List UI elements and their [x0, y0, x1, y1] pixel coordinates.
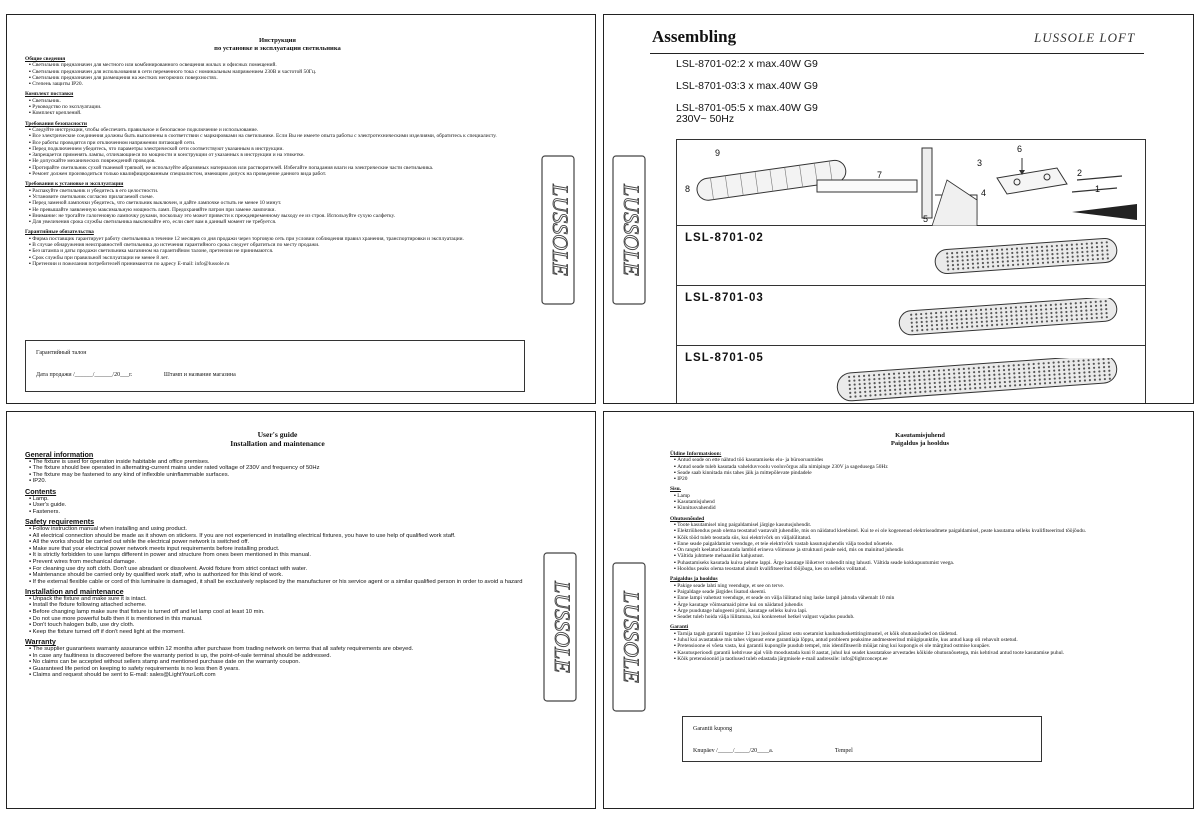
- bullet-text: Juhul kui avastatakse mis tahes vigasust enne garantiiaja lõppu, antud probleem peaksime andmesteeritud müügipunktile, kus antud kaup oli rehavult ostetud.: [677, 637, 1018, 644]
- bullet-item: [25, 552, 530, 559]
- section-heading: Installation and maintenance: [25, 587, 124, 597]
- bullet-text: Запрещается применять лампы, отличающиеся по мощности и конструкции от указанных в инструкции и на этикетке.: [32, 152, 305, 159]
- model-cell: [677, 346, 1145, 404]
- bullet-icon: ▪: [29, 478, 33, 485]
- bullet-icon: ▪: [674, 588, 678, 595]
- bullet-icon: ▪: [29, 74, 33, 81]
- bullet-text: Следуйте инструкции, чтобы обеспечить правильное и безопасное подключение и использование.: [32, 126, 259, 133]
- bullet-icon: ▪: [29, 508, 33, 515]
- section-heading: Гарантийные обязательства: [25, 229, 94, 236]
- bullet-text: Kasutusperioodi garantii kehtivuse ajal võib moodustada kuni 8 aastat, juhul kui seadet kasutatakse arvestades kõikide ohutusnõuetega, mis kehtivad antud toote kasutamise puhul.: [677, 649, 1065, 656]
- bullet-text: Fasteners.: [32, 508, 61, 515]
- bullet-icon: ▪: [29, 495, 33, 502]
- bullet-text: Kasutamisjuhend: [677, 499, 715, 506]
- assembling-page: [603, 14, 1194, 404]
- callout-6: 6: [1017, 144, 1023, 154]
- bullet-icon: ▪: [674, 476, 678, 483]
- bullet-icon: ▪: [674, 614, 678, 621]
- section-heading: Contents: [25, 486, 57, 496]
- ru-warranty-date: Дата продажи /______/______/20___г.: [36, 372, 133, 378]
- bullet-icon: ▪: [674, 566, 678, 573]
- bullet-text: All electrical connection should be made as it shown on stickers. If you are not experienced in installing electrical fixtures, you have to use help of qualified work staff.: [32, 532, 456, 539]
- bullet-text: Pretensioone ei võeta vasta, kui garantii kupongile puudub tempel, mis identifitseerib müüjat ning kui kupongis ei ole märgitud ostmise kuupäev.: [677, 643, 991, 650]
- en-title: User's guide: [257, 430, 298, 439]
- et-warranty-row: [693, 747, 1031, 755]
- bullet-text: Все работы проводятся при отключенном напряжении питающей сети.: [32, 139, 196, 146]
- logo-text: LUSSOLE: [618, 184, 644, 276]
- bullet-icon: ▪: [674, 499, 678, 506]
- bullet-icon: ▪: [674, 492, 678, 499]
- bullet-text: Перед подключением убедитесь, что параметры электрической сети соответствуют указанным в инструкции.: [32, 145, 284, 152]
- bullet-icon: ▪: [674, 630, 678, 637]
- bullet-icon: ▪: [29, 628, 33, 635]
- bullet-text: Keep the fixture turned off if don't need light at the moment.: [32, 628, 185, 635]
- ru-warranty-stamp: Штамп и название магазина: [163, 372, 236, 378]
- et-title: Kasutamisjuhend: [895, 432, 945, 439]
- bullet-icon: ▪: [674, 534, 678, 541]
- bullet-icon: ▪: [674, 607, 678, 614]
- bullet-icon: ▪: [29, 578, 33, 585]
- bullet-text: Kõik tööd tuleb teostada siis, kui elektrivõrk on väljalülitatud.: [677, 534, 812, 541]
- bullet-item: [25, 566, 530, 573]
- bullet-text: Antud seade tuleb kasutada vahelduvvoolu vooluvõrgus alla nimipinge 230V ja sagedusega 50Hz: [677, 463, 888, 470]
- bullet-text: No claims can be accepted without sellers stamp and mentioned purchase date on the warranty coupon.: [32, 659, 301, 666]
- callout-4: 4: [981, 188, 987, 198]
- model-cell: [677, 286, 1145, 346]
- bullet-icon: ▪: [29, 158, 33, 165]
- et-sections: [670, 451, 1170, 662]
- bullet-icon: ▪: [674, 469, 678, 476]
- bullet-text: Claims and request should be sent to E-mail: sales@LightYourLoft.com: [32, 672, 216, 679]
- logo-text: LUSSOLE: [549, 581, 575, 673]
- bullet-icon: ▪: [674, 553, 678, 560]
- bullet-item: [25, 459, 530, 466]
- bullet-item: [25, 546, 530, 553]
- ru-subtitle: по установке и эксплуатации светильника: [214, 44, 341, 52]
- bullet-text: Срок службы при правильной эксплуатации не менее 8 лет.: [32, 254, 169, 261]
- bullet-text: Претензии и пожелания потребителей принимаются по адресу E-mail: info@lussole.ru: [32, 260, 230, 267]
- bullet-item: [25, 629, 530, 636]
- bullet-text: Фирма поставщик гарантирует работу светильника в течение 12 месяцев со дня продажи через торговую сеть при условии соблюдения правил хранения, транспортировки и эксплуатации.: [32, 235, 464, 242]
- bullet-text: Seadet tuleb hoida välja lülitatuna, kui konkreetsel hetkel valgust vajadus puudub.: [677, 614, 855, 621]
- bullet-item: [25, 261, 530, 267]
- callout-2: 2: [1077, 168, 1083, 178]
- bullet-icon: ▪: [29, 565, 33, 572]
- bullet-icon: ▪: [29, 615, 33, 622]
- bullet-item: [25, 646, 530, 653]
- section-heading: Ohutusnõuded: [670, 515, 705, 522]
- bullet-item: [25, 622, 530, 629]
- russian-instructions-page: [6, 14, 596, 404]
- bullet-text: Ärge kasutage võimsamaid pirne kui on näidatud juhendis: [677, 601, 803, 608]
- bullet-item: [25, 171, 530, 177]
- brand-logo-text: LUSSOLE LOFT: [1034, 30, 1136, 45]
- section-heading: Общие сведения: [25, 56, 66, 62]
- bullet-icon: ▪: [29, 242, 33, 249]
- bullet-text: Before changing lamp make sure that fixture is turned off and let lamp cool at least 10 min.: [32, 609, 265, 616]
- bullet-text: Светильник предназначен для размещения на жестких негорючих поверхностях.: [32, 74, 218, 81]
- bullet-icon: ▪: [29, 532, 33, 539]
- bullet-text: Комплект креплений.: [32, 110, 82, 117]
- bullet-icon: ▪: [29, 525, 33, 532]
- bullet-icon: ▪: [29, 200, 33, 207]
- section-heading: Safety requirements: [25, 517, 95, 527]
- assembly-diagram: [676, 139, 1146, 404]
- et-warranty-date: Knupäev /_____/_____/20____a.: [693, 748, 774, 754]
- spec-voltage: 230V~ 50Hz: [676, 113, 735, 125]
- bullet-text: Не допускайте механических повреждений проводов.: [32, 158, 156, 165]
- bullet-item: [25, 666, 530, 673]
- section-heading: Garanti: [670, 624, 689, 631]
- bullet-text: Enne lampi vahetust veenduge, et seade on välja lülitatud ning laske lampil jahtuda vähemalt 10 min: [677, 595, 895, 602]
- bullet-icon: ▪: [29, 81, 33, 88]
- bullet-text: The fixture is used for operation inside habitable and office premises.: [32, 458, 210, 465]
- bullet-icon: ▪: [674, 528, 678, 535]
- bullet-item: [25, 110, 530, 116]
- callout-1: 1: [1095, 184, 1101, 194]
- bullet-item: [670, 656, 1170, 662]
- bullet-icon: ▪: [29, 68, 33, 75]
- bullet-text: Без штампа и даты продажи светильника магазином на гарантийном талоне, претензии не принимаются.: [32, 248, 274, 255]
- bullet-icon: ▪: [29, 558, 33, 565]
- bullet-item: [25, 465, 530, 472]
- bullet-icon: ▪: [29, 652, 33, 659]
- bullet-icon: ▪: [674, 655, 678, 662]
- bullet-text: All the works should be carried out while the electrical power network is switched off.: [32, 539, 250, 546]
- bullet-icon: ▪: [29, 622, 33, 629]
- bullet-text: Распакуйте светильник и убедитесь в его целостности.: [32, 187, 159, 194]
- bullet-text: Степень защиты IP20.: [32, 81, 83, 88]
- section-heading: Требования к установке и эксплуатации: [25, 181, 124, 188]
- bullet-icon: ▪: [29, 133, 33, 140]
- bullet-text: Antud seade on ette nähtud töö kasutamiseks elu- ja bürooruumides: [677, 457, 824, 464]
- bullet-icon: ▪: [29, 659, 33, 666]
- bullet-icon: ▪: [29, 502, 33, 509]
- bullet-icon: ▪: [29, 465, 33, 472]
- bullet-text: Ärge puudutage halogeeni pirni, kasutage selleks kuiva lapi.: [677, 607, 808, 614]
- bullet-text: Светильник.: [32, 97, 61, 104]
- bullet-icon: ▪: [29, 126, 33, 133]
- bullet-item: [25, 616, 530, 623]
- english-guide-text: [25, 430, 530, 679]
- bullet-text: The supplier guarantees warranty assurance within 12 months after purchase from trading network on terms that all safety requirements are obeyed.: [32, 646, 414, 653]
- bullet-icon: ▪: [29, 609, 33, 616]
- bullet-icon: ▪: [29, 471, 33, 478]
- bullet-text: Lamp.: [32, 495, 49, 502]
- bullet-icon: ▪: [29, 539, 33, 546]
- bullet-item: [25, 572, 530, 579]
- bullet-text: Внимание: не трогайте галогеновую лампочку руками, поскольку это может привести к преждевременному выходу ее из строя. Используйте сухую салфетку.: [32, 212, 396, 219]
- section-heading: Üldine Informatsioon:: [670, 451, 722, 457]
- bullet-item: [25, 659, 530, 666]
- exploded-view: [677, 140, 1145, 226]
- lussole-logo-graphic: [543, 552, 577, 702]
- bullet-text: Протирайте светильник сухой тканевой тряпкой, не используйте абразивных материалов или растворителей. Избегайте попадания влаги на электрические части светильника.: [32, 164, 434, 171]
- model-label: LSL-8701-02: [685, 232, 764, 244]
- bullet-text: IP20: [677, 476, 688, 483]
- bullet-text: Elektriühendus peab olema teostatud vastavalt juhendile, mis on näidatud kleebistel. Kui te ei ole kogenenud elektriseadmete paigaldamisel, peate kasutama selleks kvalifitseeritud tööjõudu.: [677, 528, 1087, 535]
- bullet-icon: ▪: [29, 139, 33, 146]
- callout-8: 8: [685, 184, 691, 194]
- spec-line: LSL-8701-02:2 x max.40W G9: [676, 58, 818, 70]
- english-guide-page: [6, 411, 596, 809]
- spec-line: LSL-8701-03:3 x max.40W G9: [676, 80, 818, 92]
- bullet-text: Не превышайте заявленную максимальную мощность ламп. Предохраняйте патрон при замене лампочки.: [32, 206, 276, 213]
- bullet-icon: ▪: [29, 595, 33, 602]
- bullet-icon: ▪: [29, 152, 33, 159]
- bullet-item: [25, 533, 530, 540]
- bullet-icon: ▪: [29, 572, 33, 579]
- model-label: LSL-8701-03: [685, 292, 764, 304]
- bullet-text: Don't touch halogen bulb, use dry cloth.: [32, 622, 135, 629]
- bullet-text: Enne seade paigaldamist veenduge, et teie elektrivõrk vastab kasutusjuhendis välja toodud nõuetele.: [677, 540, 894, 547]
- bullet-icon: ▪: [29, 665, 33, 672]
- bullet-icon: ▪: [29, 235, 33, 242]
- bullet-text: Puhastamiseks kasutada kuiva pehme lappi. Ärge kasutage lõiketvet vahendit ning lahusti. Vältida seade kokkupuutumist veega.: [677, 559, 955, 566]
- bullet-text: Для увеличения срока службы светильника выключайте его, если свет вам в данный момент не требуется.: [32, 219, 277, 226]
- bullet-icon: ▪: [674, 595, 678, 602]
- bullet-item: [25, 219, 530, 225]
- bullet-text: Светильник предназначен для использования в сети переменного тока с номинальным напряжением 230В и частотой 50Гц.: [32, 68, 317, 75]
- bullet-item: [25, 579, 530, 586]
- lussole-logo-graphic: [541, 155, 575, 305]
- bullet-text: Lamp: [677, 492, 690, 499]
- ru-warranty-coupon: [25, 340, 525, 392]
- bullet-text: Make sure that your electrical power network meets input requirements before installing product.: [32, 545, 280, 552]
- bullet-icon: ▪: [674, 601, 678, 608]
- bullet-item: [25, 672, 530, 679]
- bullet-item: [25, 602, 530, 609]
- callout-5: 5: [923, 214, 929, 224]
- lussole-vertical-logo: [541, 155, 575, 305]
- bullet-icon: ▪: [29, 104, 33, 111]
- title-divider: [650, 53, 1144, 54]
- russian-instructions-text: [25, 37, 530, 267]
- bullet-item: [25, 526, 530, 533]
- ru-warranty-title: Гарантийный талон: [36, 350, 87, 356]
- section-heading: Требования безопасности: [25, 120, 88, 127]
- bullet-text: Paigaldage seade järgides lisatud skeemi.: [677, 588, 767, 595]
- bullet-icon: ▪: [29, 458, 33, 465]
- bullet-text: The fixture may be fastened to any kind of inflexible uninflammable surfaces.: [32, 471, 230, 478]
- bullet-text: Maintenance should be carried only by qualified work staff, who is authorized for this kind of work.: [32, 572, 283, 579]
- bullet-icon: ▪: [29, 193, 33, 200]
- model-cell: [677, 226, 1145, 286]
- bullet-text: Tarnija tagab garantii tagamise 12 kuu jooksul pärast ostu soetamist kaubanduskettitingimustel, et kõik ohutusnõuded on täidetud.: [677, 630, 958, 637]
- bullet-icon: ▪: [674, 540, 678, 547]
- bullet-item: [670, 476, 1170, 482]
- section-heading: Sisu.: [670, 486, 681, 493]
- bullet-icon: ▪: [29, 206, 33, 213]
- ru-title: Инструкция: [258, 37, 297, 44]
- lamp-tube-drawing: [827, 298, 1127, 338]
- bullet-item: [670, 614, 1170, 620]
- logo-text: LUSSOLE: [618, 591, 644, 683]
- bullet-icon: ▪: [29, 672, 33, 679]
- bullet-text: Ремонт должен производиться только квалифицированным специалистом, имеющим допуск на проведение данного вида работ.: [32, 171, 327, 178]
- lamp-tube-drawing: [827, 238, 1127, 278]
- bullet-text: User's guide.: [32, 502, 67, 509]
- bullet-text: Prevent wires from mechanical damage.: [32, 558, 137, 565]
- bullet-icon: ▪: [674, 505, 678, 512]
- bullet-text: В случае обнаружения неисправностей светильника до истечения гарантийного срока следует обратиться по месту продажи.: [32, 242, 320, 249]
- bullet-text: Unpack the fixture and make sure it is intact.: [32, 595, 147, 602]
- et-warranty-coupon: [682, 716, 1042, 762]
- lussole-logo-graphic: [612, 155, 646, 305]
- bullet-text: Toote kasutamisel ning paigaldamisel järgige kasutusjuhendit.: [677, 521, 812, 528]
- bullet-item: [25, 539, 530, 546]
- section-heading: Warranty: [25, 637, 56, 647]
- et-warranty-title: Garantii kupong: [693, 726, 733, 732]
- bullet-item: [25, 496, 530, 503]
- bullet-icon: ▪: [29, 260, 33, 267]
- exploded-view-drawing: [677, 140, 1145, 226]
- bullet-item: [25, 653, 530, 660]
- bullet-icon: ▪: [674, 457, 678, 464]
- ru-warranty-row: [36, 371, 514, 379]
- spec-line: LSL-8701-05:5 x max.40W G9: [676, 102, 818, 114]
- lussole-logo-graphic: [612, 562, 646, 712]
- bullet-icon: ▪: [29, 646, 33, 653]
- bullet-icon: ▪: [29, 552, 33, 559]
- bullet-text: The fixture should bee operated in alternating-current mains under rated voltage of 230V and frequency of 50Hz: [32, 465, 320, 472]
- bullet-icon: ▪: [674, 649, 678, 656]
- bullet-text: Перед заменой лампочки убедитесь, что светильник выключен, и дайте лампочке остыть не менее 10 минут.: [32, 200, 282, 207]
- bullet-item: [25, 609, 530, 616]
- bullet-item: [670, 566, 1170, 572]
- bullet-icon: ▪: [674, 643, 678, 650]
- lussole-vertical-logo: [612, 155, 646, 305]
- bullet-icon: ▪: [674, 559, 678, 566]
- section-heading: Комплект поставки: [25, 91, 74, 98]
- model-label: LSL-8701-05: [685, 352, 764, 364]
- bullet-text: It is strictly forbidden to use lamps different in power and structure from ones been mentioned in this manual.: [32, 552, 311, 559]
- lamp-tube-drawing: [827, 358, 1127, 402]
- bullet-text: Pakige seade lahti ning veenduge, et see on terve.: [677, 582, 785, 589]
- bullet-item: [25, 502, 530, 509]
- bullet-icon: ▪: [29, 62, 33, 69]
- bullet-text: Do not use more powerful bulb then it is mentioned in this manual.: [32, 615, 203, 622]
- bullet-icon: ▪: [674, 582, 678, 589]
- bullet-text: For cleaning use dry soft cloth. Don't use abradant or dissolvent. Avoid fixture from strict contact with water.: [32, 565, 308, 572]
- bullet-icon: ▪: [674, 521, 678, 528]
- bullet-item: [25, 509, 530, 516]
- bullet-icon: ▪: [29, 254, 33, 261]
- bullet-text: Hooldus peaks olema teostatud ainult kvalifitseeritud tööjõuga, kes on selleks volitatud.: [677, 566, 867, 573]
- bullet-icon: ▪: [29, 171, 33, 178]
- bullet-icon: ▪: [29, 187, 33, 194]
- bullet-item: [25, 81, 530, 87]
- bullet-item: [25, 478, 530, 485]
- bullet-icon: ▪: [674, 463, 678, 470]
- callout-7: 7: [877, 170, 883, 180]
- bullet-icon: ▪: [29, 97, 33, 104]
- bullet-icon: ▪: [29, 602, 33, 609]
- bullet-text: Follow instruction manual when installing and using product.: [32, 525, 188, 532]
- section-heading: General information: [25, 450, 94, 459]
- bullet-icon: ▪: [29, 212, 33, 219]
- bullet-icon: ▪: [29, 545, 33, 552]
- bullet-item: [25, 596, 530, 603]
- bullet-text: Seade saab kinnitada mis tahes jäik ja mittepõlevate pindadele: [677, 469, 812, 476]
- ru-sections: [25, 56, 530, 267]
- bullet-text: Vältida juhtmete mehaanilist kahjustust.: [677, 553, 765, 560]
- bullet-item: [25, 559, 530, 566]
- bullet-item: [25, 472, 530, 479]
- bullet-text: In case any faultiness is discovered before the warranty period is up, the point-of-sale terminal should be addressed.: [32, 652, 332, 659]
- bullet-icon: ▪: [29, 219, 33, 226]
- bullet-text: IP20.: [32, 478, 47, 485]
- estonian-guide-page: [603, 411, 1194, 809]
- en-subtitle: Installation and maintenance: [230, 439, 325, 448]
- bullet-text: On rangelt keelatud kasutada lambid erineva võimsuse ja struktuuri peale neid, mis on mainitud juhendis: [677, 547, 904, 554]
- bullet-item: [670, 505, 1170, 511]
- bullet-icon: ▪: [29, 164, 33, 171]
- lussole-vertical-logo: [612, 562, 646, 712]
- bullet-icon: ▪: [674, 637, 678, 644]
- bullet-text: Установите светильник согласно прилагаемой схеме.: [32, 193, 154, 200]
- bullet-text: Kinnitusvahendid: [677, 505, 716, 512]
- bullet-icon: ▪: [29, 145, 33, 152]
- bullet-text: Руководство по эксплуатации.: [32, 104, 102, 111]
- assembling-title: Assembling: [652, 27, 737, 46]
- bullet-text: Светильник предназначен для местного или комбинированного освещения жилых и офисных помещений.: [32, 62, 277, 69]
- en-sections: [25, 452, 530, 679]
- bullet-text: Install the fixture following attached scheme.: [32, 602, 147, 609]
- lussole-vertical-logo: [543, 552, 577, 702]
- callout-9: 9: [715, 148, 721, 158]
- bullet-text: Kõik pretensioonid ja taotlused tuleb edastada järgmisele e-mail aadressile: info@lightconcept.ee: [677, 655, 888, 662]
- bullet-icon: ▪: [674, 547, 678, 554]
- section-heading: Paigaldus ja hooldus: [670, 576, 718, 583]
- bullet-text: Все электрические соединения должны быть выполнены в соответствии с маркировками на светильнике. Если Вы не имеете опыта работы с электротехническими изделиями, обратитесь к специалисту.: [32, 133, 497, 140]
- bullet-text: Guaranteed life period on keeping to safety requirements is no less then 8 years.: [32, 665, 240, 672]
- callout-3: 3: [977, 158, 983, 168]
- bullet-text: If the external flexible cable or cord of this luminaire is damaged, it shall be exclusively replaced by the manufacturer or his service agent or a similar qualified person in order to avoid a hazard: [32, 578, 523, 585]
- bullet-icon: ▪: [29, 110, 33, 117]
- estonian-guide-text: [670, 432, 1170, 662]
- logo-text: LUSSOLE: [547, 184, 573, 276]
- et-subtitle: Paigaldus ja hooldus: [890, 439, 950, 447]
- bullet-icon: ▪: [29, 248, 33, 255]
- et-warranty-stamp: Tempel: [834, 748, 853, 754]
